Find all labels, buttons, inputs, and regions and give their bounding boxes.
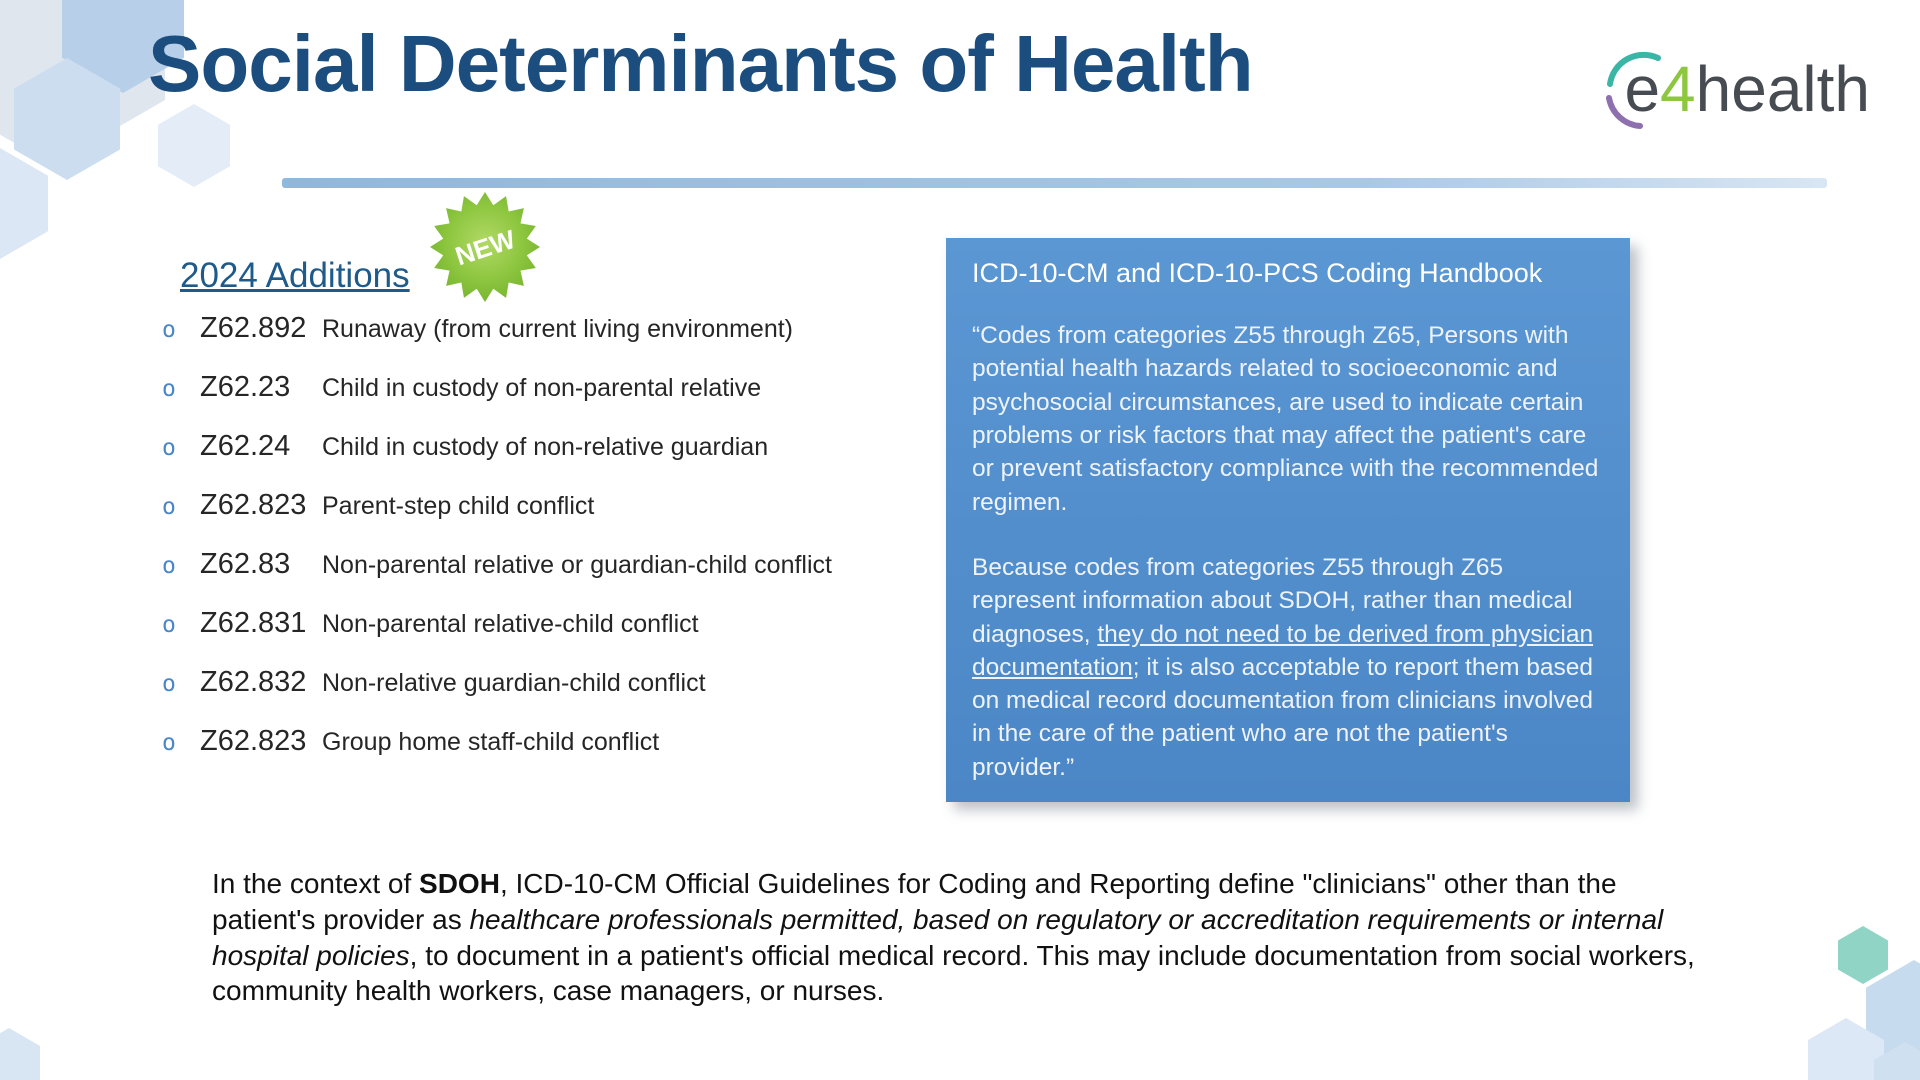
list-item (162, 312, 832, 371)
footer-mid: , ICD-10-CM Official Guidelines for Coding and Reporting define "clinicians" other than the patient's provider as (212, 868, 1617, 935)
list-item (162, 666, 832, 725)
logo-text-health: health (1695, 53, 1870, 125)
bullet-marker: o (162, 553, 176, 579)
code-description: Runaway (from current living environment) (322, 315, 794, 343)
code-value: Z62.832 (200, 666, 307, 698)
handbook-panel (946, 238, 1630, 802)
code-value: Z62.23 (200, 371, 291, 403)
handbook-paragraph-2-post: ; it is also acceptable to report them based on medical record documentation from clinicians involved in the care of the patient who are not the patient's provider.” (972, 653, 1594, 781)
code-value: Z62.892 (200, 312, 307, 344)
new-badge (430, 192, 540, 302)
code-value: Z62.83 (200, 548, 291, 580)
list-item (162, 371, 832, 430)
footer-paragraph (212, 866, 1712, 1009)
underlined-phrase: they do not need to be derived from physician documentation (972, 620, 1594, 681)
handbook-paragraph-2 (972, 551, 1602, 784)
logo-swoosh-icon (1600, 48, 1686, 134)
code-list (162, 312, 832, 784)
bullet-marker: o (162, 435, 176, 461)
list-item (162, 725, 832, 784)
title-underline-bar (282, 178, 1827, 188)
code-description: Child in custody of non-parental relative (322, 374, 762, 402)
bullet-marker: o (162, 494, 176, 520)
hexagon-decoration (1838, 926, 1888, 984)
code-description: Non-parental relative or guardian-child conflict (322, 551, 832, 579)
code-description: Group home staff-child conflict (322, 728, 660, 756)
handbook-paragraph-2-pre: Because codes from categories Z55 through Z65 represent information about SDOH, rather than medical diagnoses, (972, 553, 1573, 648)
footer-pre: In the context of (212, 868, 420, 899)
footer-post: , to document in a patient's official medical record. This may include documentation from social workers, community health workers, case managers, or nurses. (212, 939, 1695, 1007)
code-description: Parent-step child conflict (322, 492, 595, 520)
code-value: Z62.823 (200, 489, 307, 521)
page-title: Social Determinants of Health (148, 19, 1253, 108)
bullet-marker: o (162, 376, 176, 402)
list-item (162, 548, 832, 607)
bullet-marker: o (162, 730, 176, 756)
bullet-marker: o (162, 317, 176, 343)
code-description: Child in custody of non-relative guardian (322, 433, 769, 461)
new-badge-label: NEW (451, 223, 519, 272)
footer-bold-sdoh: SDOH (419, 868, 500, 899)
hexagon-decoration (0, 1028, 40, 1080)
list-item (162, 489, 832, 548)
handbook-paragraph-1: “Codes from categories Z55 through Z65, Persons with potential health hazards related to socioeconomic and psychosocial circumstances, are used to indicate certain problems or risk factors that may affect the patient's care or prevent satisfactory compliance with the recommended regimen. (972, 322, 1599, 516)
logo-text-e: e (1624, 53, 1661, 125)
list-item (162, 607, 832, 666)
e4health-logo (1600, 46, 1870, 132)
logo-text-4: 4 (1660, 53, 1696, 125)
list-item (162, 430, 832, 489)
additions-heading-link[interactable]: 2024 Additions (180, 256, 410, 295)
code-value: Z62.831 (200, 607, 307, 639)
code-value: Z62.24 (200, 430, 291, 462)
code-value: Z62.823 (200, 725, 307, 757)
hexagon-decoration (158, 104, 230, 187)
code-description: Non-relative guardian-child conflict (322, 669, 706, 697)
bullet-marker: o (162, 612, 176, 638)
footer-italic-phrase: healthcare professionals permitted, based on regulatory or accreditation requirements or internal hospital policies (212, 903, 1664, 971)
code-description: Non-parental relative-child conflict (322, 610, 699, 638)
bullet-marker: o (162, 671, 176, 697)
starburst-icon (430, 192, 540, 302)
handbook-title: ICD-10-CM and ICD-10-PCS Coding Handbook (972, 258, 1543, 288)
